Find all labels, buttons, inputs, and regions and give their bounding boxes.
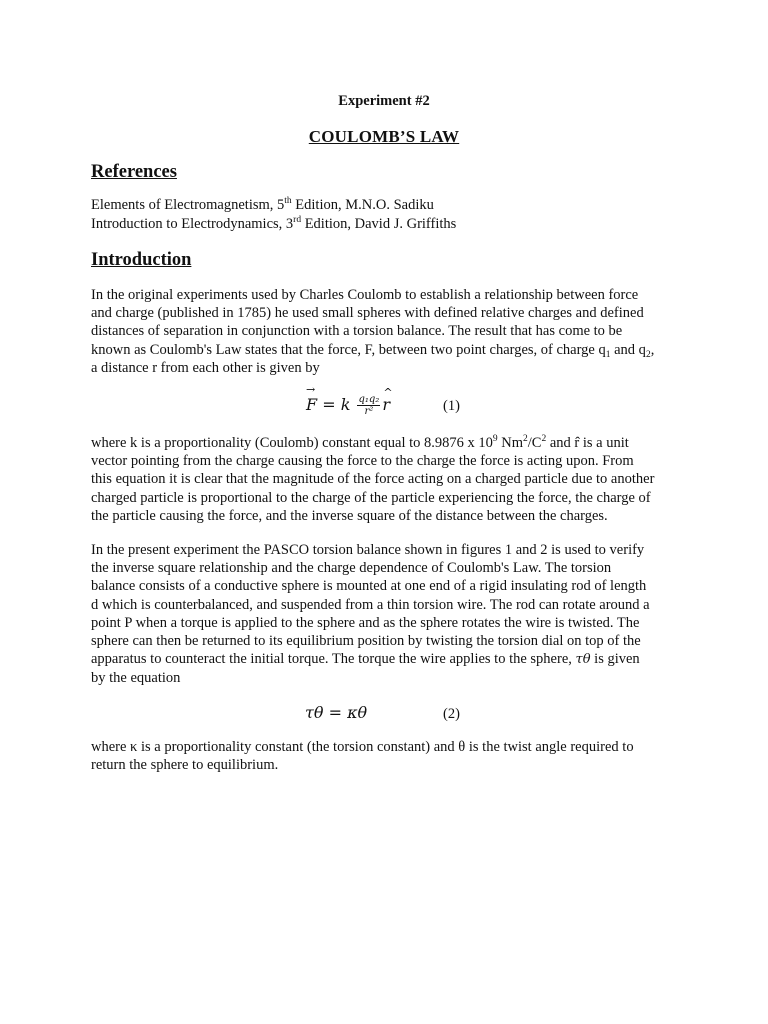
reference-item: Introduction to Electrodynamics, 3rd Edition, David J. Griffiths	[91, 215, 457, 232]
intro-paragraph-2	[91, 434, 681, 525]
paragraph-line: vector pointing from the charge causing the force to the charge the force is acting upon. From	[91, 453, 634, 470]
force-vector-symbol: → F	[306, 395, 317, 414]
paragraph-line: this equation it is clear that the magnitude of the force acting on a charged particle due to another	[91, 471, 655, 488]
paragraph-line: point P when a torque is applied to the sphere and as the sphere rotates the wire is twisted. The	[91, 614, 640, 631]
unit-vector-symbol: ^ r	[382, 395, 390, 414]
paragraph-line: charged particle is proportional to the charge of the particle experiencing the force, the charge of	[91, 489, 651, 506]
paragraph-line: In the present experiment the PASCO torsion balance shown in figures 1 and 2 is used to verify	[91, 542, 645, 558]
reference-item: Elements of Electromagnetism, 5th Edition, M.N.O. Sadiku	[91, 196, 434, 213]
document-title: COULOMB’S LAW	[308, 127, 460, 146]
paragraph-line: by the equation	[91, 670, 181, 687]
experiment-number: Experiment #2	[338, 93, 430, 109]
paragraph-line: distances of separation in conjunction with a torsion balance. The result that has come to be	[91, 323, 623, 340]
paragraph-line: sphere can then be returned to its equilibrium position by twisting the torsion dial on top of the	[91, 633, 641, 650]
references-heading: References	[91, 162, 177, 182]
intro-paragraph-4	[91, 738, 681, 774]
equation-number: (2)	[443, 706, 460, 722]
coulomb-equation: → F = k $\frac{\text{q₁q₂}}{\text{r²}}$ ^ r	[306, 394, 390, 417]
introduction-heading: Introduction	[91, 250, 192, 270]
equation-fraction: $\frac{\text{q₁q₂}}{\text{r²}}$	[358, 394, 380, 417]
intro-paragraph-3	[91, 541, 681, 688]
paragraph-line: where κ is a proportionality constant (the torsion constant) and θ is the twist angle required to	[91, 739, 634, 755]
paragraph-line: and charge (published in 1785) he used small spheres with defined relative charges and defined	[91, 305, 644, 322]
paragraph-line: apparatus to counteract the initial torque. The torque the wire applies to the sphere, τθ is given	[91, 651, 640, 668]
paragraph-line: where k is a proportionality (Coulomb) constant equal to 8.9876 x $10^9$ $Nm^2/C^2$ and r̂ is a unit	[91, 434, 629, 451]
paragraph-line: In the original experiments used by Charles Coulomb to establish a relationship between force	[91, 287, 639, 303]
paragraph-line: the inverse square relationship and the charge dependence of Coulomb's Law. The torsion	[91, 560, 612, 577]
paragraph-line: return the sphere to equilibrium.	[91, 757, 279, 774]
paragraph-line: a distance r from each other is given by	[91, 359, 320, 376]
paragraph-line: d which is counterbalanced, and suspended from a thin torsion wire. The rod can rotate around a	[91, 596, 650, 613]
paragraph-line: balance consists of a conductive sphere is mounted at one end of a rigid insulating rod of length	[91, 578, 647, 595]
torsion-equation: τθ = κθ	[305, 703, 368, 722]
paragraph-line: known as Coulomb's Law states that the force, F, between two point charges, of charge $q_1$ and $q_2$,	[91, 341, 655, 360]
paragraph-line: the particle causing the force, and the inverse square of the distance between the charges.	[91, 507, 608, 524]
intro-paragraph-1	[91, 286, 681, 377]
torque-symbol: τθ	[575, 652, 591, 668]
equation-number: (1)	[443, 398, 460, 414]
